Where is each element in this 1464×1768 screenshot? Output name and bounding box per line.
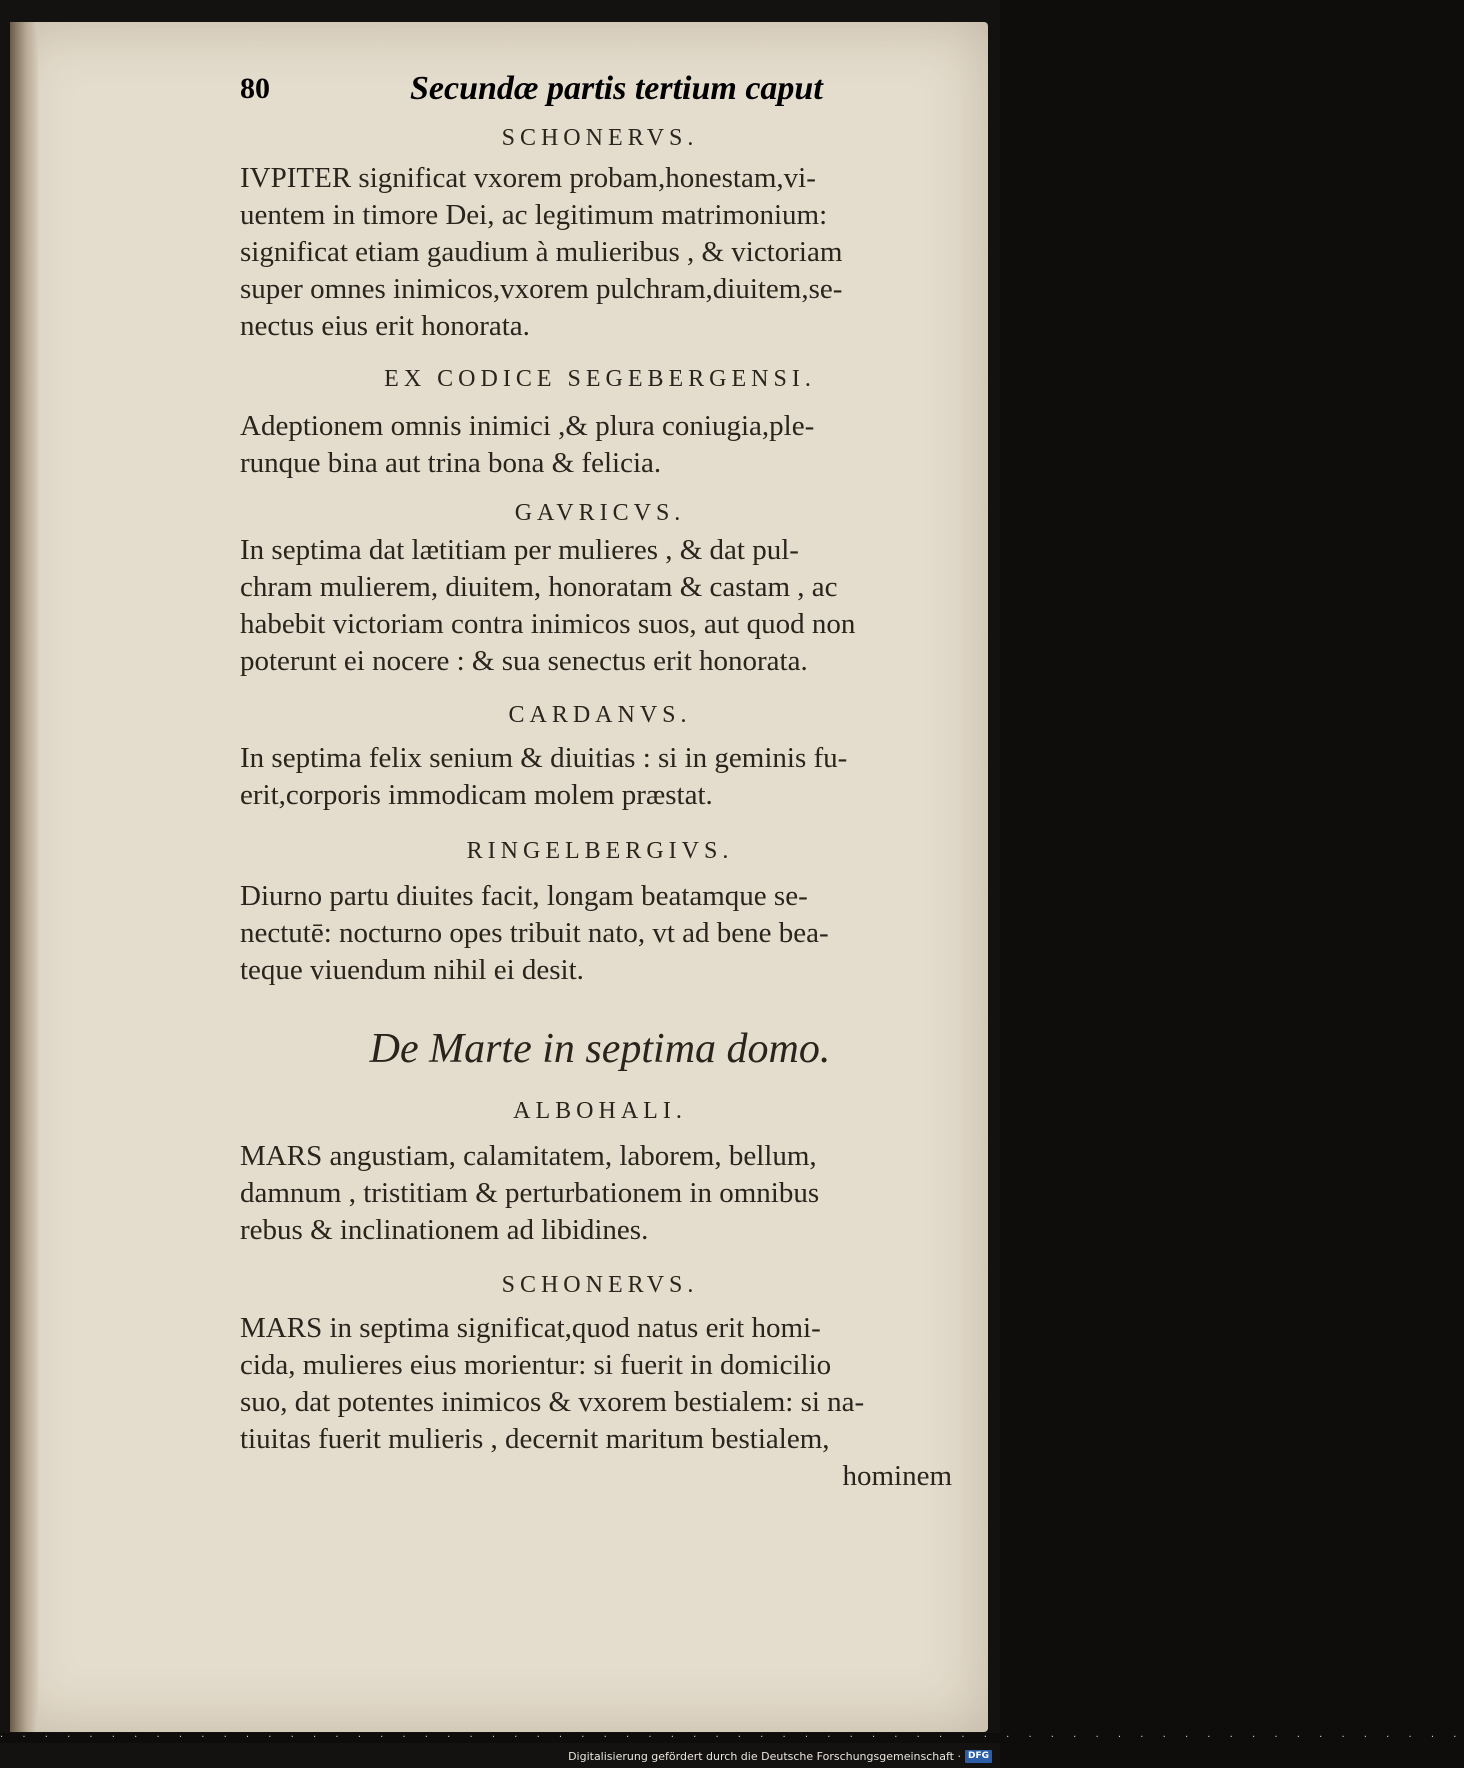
text-line: habebit victoriam contra inimicos suos, aut quod non xyxy=(240,608,856,640)
paragraph xyxy=(240,878,952,989)
author-heading: SCHONERVS. xyxy=(501,125,699,151)
author-heading: SCHONERVS. xyxy=(501,1272,699,1298)
digitization-credit xyxy=(568,1748,992,1764)
text-line: MARS in septima significat,quod natus erit homi- xyxy=(240,1312,821,1344)
dfg-logo-icon: DFG xyxy=(965,1750,992,1763)
scan-edge-marks: · · · · · · · · · · · · · · · · · · · · · · · · · · · · · · · · · · · · · · · · · · · · · · · · · · · · · · · · · · · · · · · · · · xyxy=(0,1732,1464,1743)
text-line: tiuitas fuerit mulieris , decernit maritum bestialem, xyxy=(240,1423,830,1455)
paragraph xyxy=(240,1310,952,1495)
author-heading: EX CODICE SEGEBERGENSI. xyxy=(384,366,816,392)
text-line: erit,corporis immodicam molem præstat. xyxy=(240,779,713,811)
paragraph xyxy=(240,740,952,814)
text-line: runque bina aut trina bona & felicia. xyxy=(240,447,662,479)
text-line: Adeptionem omnis inimici ,& plura coniugia,ple- xyxy=(240,410,815,442)
text-line: nectus eius erit honorata. xyxy=(240,310,530,342)
catchword: hominem xyxy=(842,1460,952,1492)
text-line: significat etiam gaudium à mulieribus , & victoriam xyxy=(240,236,843,268)
text-line: MARS angustiam, calamitatem, laborem, bellum, xyxy=(240,1140,817,1172)
text-line: IVPITER significat vxorem probam,honestam,vi- xyxy=(240,162,816,194)
text-line: In septima dat lætitiam per mulieres , & dat pul- xyxy=(240,534,799,566)
text-line: suo, dat potentes inimicos & vxorem bestialem: si na- xyxy=(240,1386,865,1418)
author-heading: RINGELBERGIVS. xyxy=(466,838,734,864)
text-line: Diurno partu diuites facit, longam beatamque se- xyxy=(240,880,808,912)
text-line: teque viuendum nihil ei desit. xyxy=(240,954,584,986)
text-line: In septima felix senium & diuitias : si in geminis fu- xyxy=(240,742,848,774)
text-line: super omnes inimicos,vxorem pulchram,diuitem,se- xyxy=(240,273,843,305)
paragraph xyxy=(240,408,952,482)
credit-text: Digitalisierung gefördert durch die Deutsche Forschungsgemeinschaft · xyxy=(568,1749,961,1763)
paragraph xyxy=(240,532,952,680)
book-spine xyxy=(10,22,38,1732)
text-line: damnum , tristitiam & perturbationem in omnibus xyxy=(240,1177,820,1209)
text-line: cida, mulieres eius morientur: si fuerit in domicilio xyxy=(240,1349,832,1381)
author-heading: ALBOHALI. xyxy=(513,1098,687,1124)
section-title: De Marte in septima domo. xyxy=(369,1026,831,1072)
running-head xyxy=(240,72,960,112)
text-line: rebus & inclinationem ad libidines. xyxy=(240,1214,649,1246)
text-line: nectutē: nocturno opes tribuit nato, vt ad bene bea- xyxy=(240,917,829,949)
author-heading: GAVRICVS. xyxy=(514,500,686,526)
page-number: 80 xyxy=(240,72,270,105)
text-line: poterunt ei nocere : & sua senectus erit honorata. xyxy=(240,645,808,677)
text-line: chram mulierem, diuitem, honoratam & castam , ac xyxy=(240,571,838,603)
paragraph xyxy=(240,1138,952,1249)
author-heading: CARDANVS. xyxy=(508,702,692,728)
paragraph xyxy=(240,160,952,345)
text-line: uentem in timore Dei, ac legitimum matrimonium: xyxy=(240,199,828,231)
running-head-title: Secundæ partis tertium caput xyxy=(410,70,823,107)
